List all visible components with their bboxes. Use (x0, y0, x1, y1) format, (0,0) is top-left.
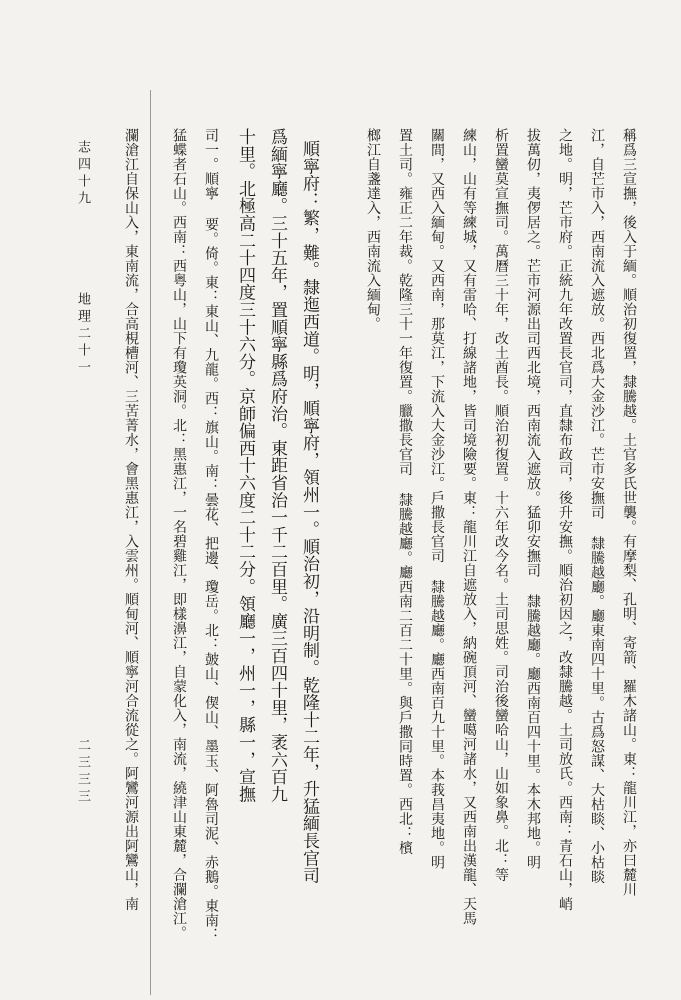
text-column-7: 關間，又西入緬甸。又西南，那莫江，下流入大金沙江。戶撒長官司 隸騰越廳。廳西南百九十里。本莪昌夷地。明 (429, 128, 445, 870)
page-number: 二三三三 (75, 738, 90, 806)
text-column-13: 十里。北極高二十四度三十六分。京師偏西十六度二十二分。領廳一，州一，縣一，宣撫 (235, 128, 255, 803)
text-column-11: 順寧府：繁，難。隸迤西道。明，順寧府，領州一。順治初，沿明制。乾隆十二年，升猛緬長官司 (299, 140, 319, 884)
text-column-8: 置土司。雍正二年裁。乾隆三十一年復置。臘撒長官司 隸騰越廳。廳西南二百二十里。與戶撒同時置。西北：檳 (397, 128, 413, 855)
text-column-15: 猛蝶者石山。西南：西粤山，山下有瓊英洞。北：黑惠江，一名碧雞江，即樣濞江，自蒙化入，南流，繞津山東麓，合瀾滄江。 (171, 128, 187, 940)
text-column-4: 拔萬仞，夷㑩居之。芒市河源出司西北境，西南流入遮放。猛卯安撫司 隸騰越廳。廳西南百四十里。本木邦地。明 (525, 128, 541, 870)
text-column-5: 析置蠻莫宣撫司。萬曆三十年，改土酋長。順治初復置。十六年改今名。土司思姓。司治後蠻哈山，山如象鼻。北：等 (493, 128, 509, 882)
text-column-2: 江，自芒市入，西南流入遮放。西北爲大金沙江。芒市安撫司 隸騰越廳。廳東南四十里。古爲怒謀、大枯睒、小枯睒 (589, 128, 605, 884)
text-column-1: 稱爲三宣撫，後入于緬。順治初復置，隸騰越。土官多氏世襲。有摩梨、孔明、寄箭、羅木諸山。東：龍川江，亦曰麓川 (621, 128, 637, 897)
text-column-9: 榔江自盞達入，西南流入緬甸。 (365, 128, 381, 331)
column-divider (150, 90, 151, 995)
text-column-12: 爲緬寧廳。三十五年，置順寧縣爲府治。東距省治一千二百里。廣三百四十里，袤六百九 (267, 128, 287, 803)
volume-label: 志四十九 (75, 140, 90, 208)
section-label: 地理二十一 (75, 292, 90, 377)
text-column-6: 練山，山有等練城，又有雷哈、打線諸地，皆司境險要。東：龍川江自遮放入，納碗頂河、蠻噶河諸水，又西南出漢龍、天馬 (461, 128, 477, 926)
text-column-16: 瀾滄江自保山入，東南流，合高梘槽河、三苦菁水，會黑惠江，入雲州。順甸河、順寧河合流從之。阿鸞河源出阿鸞山，南 (123, 128, 139, 911)
text-column-14: 司一。順寧 要。倚。東：東山、九龍。西：旗山。南：曇花、把邊、瓊岳。北：皷山、偰山、墨玉、阿魯司泥、赤鵝。東南： (203, 128, 219, 942)
text-column-3: 之地。明，芒市府。正統九年改置長官司，直隸布政司，後升安撫。順治初因之，改隸騰越。土司放氏。西南：青石山，峭 (557, 128, 573, 911)
